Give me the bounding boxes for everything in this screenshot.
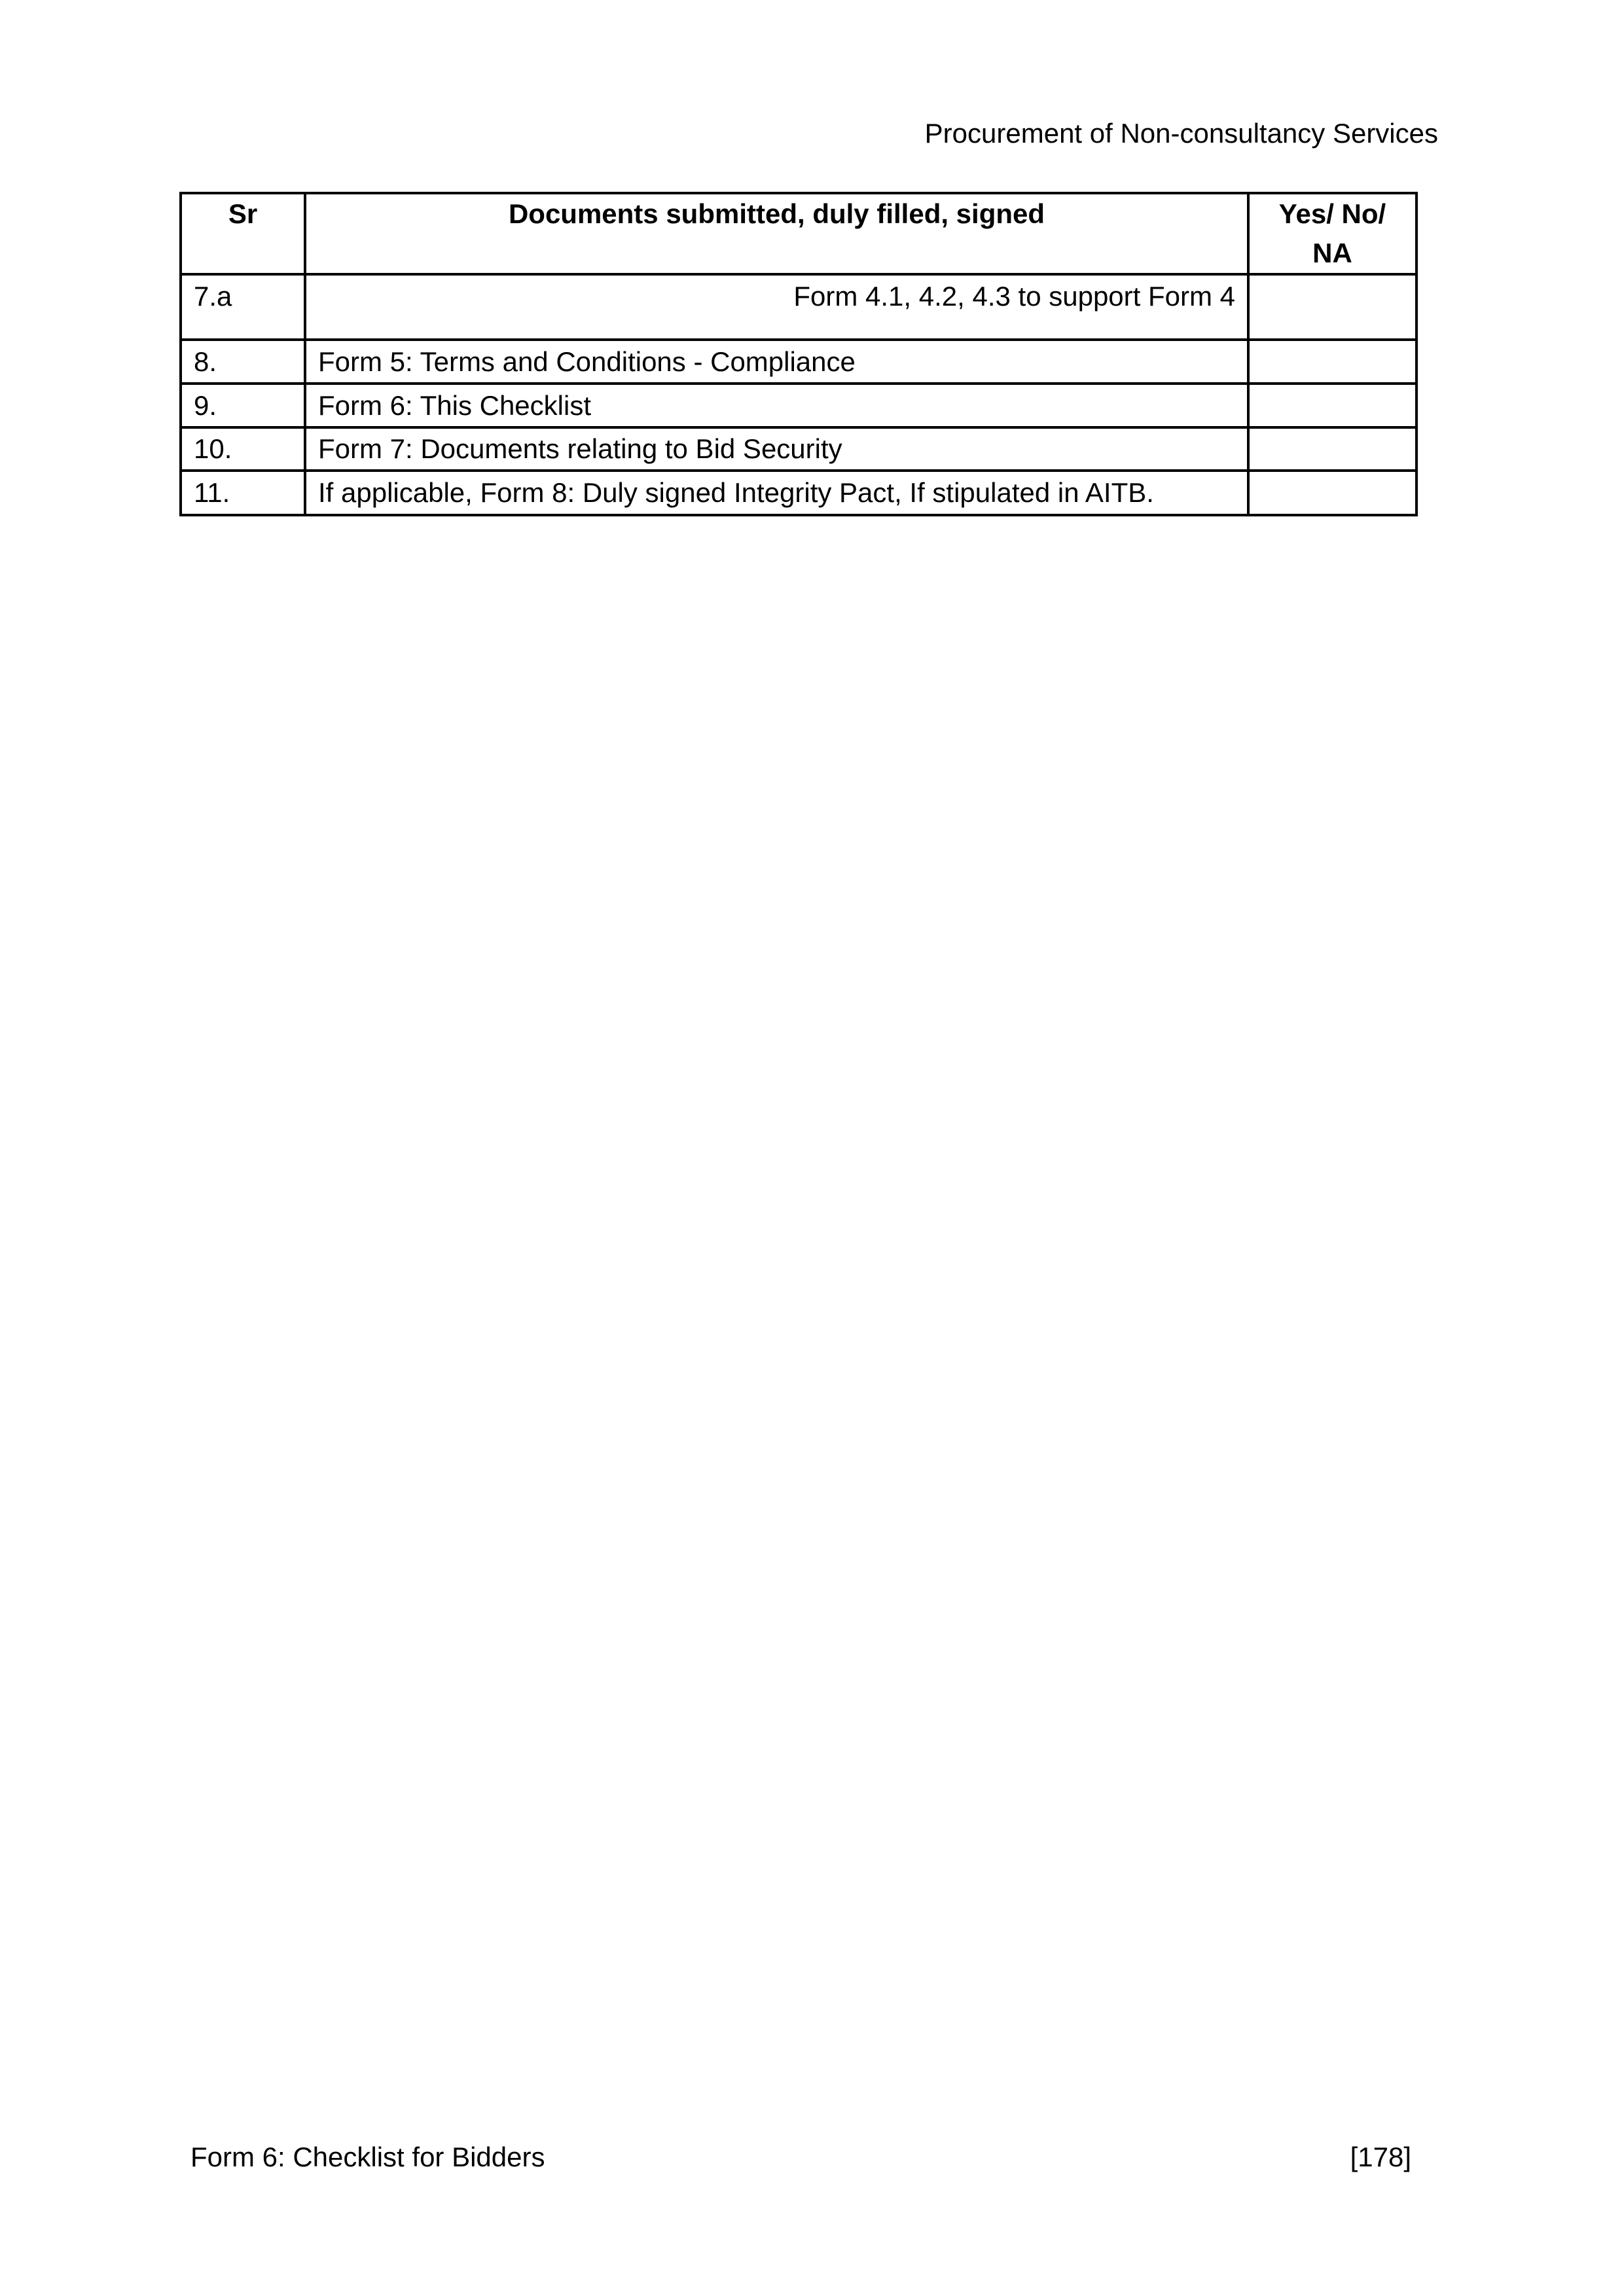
row-10-sr: 10. xyxy=(181,427,305,471)
running-header-title: Procurement of Non-consultancy Services xyxy=(924,118,1438,149)
column-header-documents: Documents submitted, duly filled, signed xyxy=(305,193,1248,274)
column-header-sr: Sr xyxy=(181,193,305,274)
table-row-8 xyxy=(181,340,1416,384)
row-11-document: If applicable, Form 8: Duly signed Integrity Pact, If stipulated in AITB. xyxy=(305,471,1248,515)
row-10-document: Form 7: Documents relating to Bid Security xyxy=(305,427,1248,471)
row-7a-document: Form 4.1, 4.2, 4.3 to support Form 4 xyxy=(305,274,1248,340)
row-9-document: Form 6: This Checklist xyxy=(305,384,1248,427)
row-9-sr: 9. xyxy=(181,384,305,427)
table-row-7a xyxy=(181,274,1416,340)
footer-form-title: Form 6: Checklist for Bidders xyxy=(190,2142,545,2172)
footer-page-number: [178] xyxy=(1350,2142,1411,2172)
row-8-document: Form 5: Terms and Conditions - Compliance xyxy=(305,340,1248,384)
row-10-answer xyxy=(1248,427,1416,471)
row-9-answer xyxy=(1248,384,1416,427)
bidder-checklist-table xyxy=(179,192,1418,516)
table-row-9 xyxy=(181,384,1416,427)
table-row-10 xyxy=(181,427,1416,471)
table-header-row xyxy=(181,193,1416,274)
row-11-answer xyxy=(1248,471,1416,515)
table-row-11 xyxy=(181,471,1416,515)
row-11-sr: 11. xyxy=(181,471,305,515)
row-7a-answer xyxy=(1248,274,1416,340)
row-8-answer xyxy=(1248,340,1416,384)
row-8-sr: 8. xyxy=(181,340,305,384)
row-7a-sr: 7.a xyxy=(181,274,305,340)
column-header-yes-no-na: Yes/ No/ NA xyxy=(1248,193,1416,274)
